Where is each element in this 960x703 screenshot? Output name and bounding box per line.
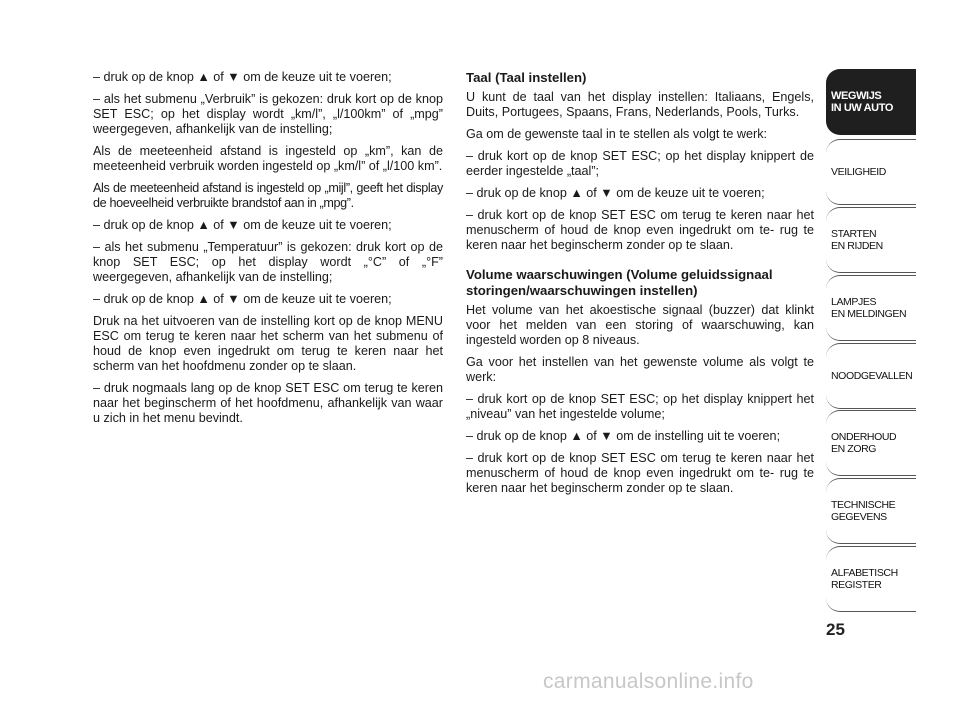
tab-technische-gegevens[interactable] [826,478,916,544]
paragraph: – druk kort op de knop SET ESC; op het display knippert het „niveau” van het ingestelde volume; [466,392,814,421]
paragraph: – druk op de knop ▲ of ▼ om de keuze uit te voeren; [93,218,392,232]
paragraph: – druk nogmaals lang op de knop SET ESC om terug te keren naar het beginscherm of het hoofdmenu, afhankelijk van waar u zich in het menu bevindt. [93,381,443,425]
paragraph: Druk na het uitvoeren van de instelling kort op de knop MENU ESC om terug te keren naar het scherm van het submenu of houd de knop even ingedrukt om terug te keren naar het scherm van het hoofdmenu zonder op te slaan. [93,314,443,373]
tab-label: VEILIGHEID [831,166,886,178]
paragraph: – druk kort op de knop SET ESC om terug te keren naar het menuscherm of houd de knop even ingedrukt om te- rug te keren naar het beginscherm zonder op te slaan. [466,208,814,252]
paragraph: Ga om de gewenste taal in te stellen als volgt te werk: [466,127,768,141]
tab-label: TECHNISCHE [831,499,896,511]
paragraph: – als het submenu „Temperatuur” is gekozen: druk kort op de knop SET ESC; op het display wordt „°C” of „°F” weergegeven, afhankelijk van de instelling; [93,240,443,284]
page-number: 25 [826,620,845,639]
tab-noodgevallen[interactable] [826,343,916,409]
tab-label: ALFABETISCH [831,567,898,579]
paragraph: – druk op de knop ▲ of ▼ om de keuze uit te voeren; [466,186,765,200]
paragraph: – druk op de knop ▲ of ▼ om de instelling uit te voeren; [466,429,781,443]
paragraph: Het volume van het akoestische signaal (buzzer) dat klinkt voor het melden van een storing of waarschuwing, kan ingesteld worden op 8 niveaus. [466,303,814,347]
tab-label: NOODGEVALLEN [831,370,913,382]
paragraph: U kunt de taal van het display instellen: Italiaans, Engels, Duits, Portugees, Spaans, Frans, Nederlands, Pools, Turks. [466,90,814,119]
tab-onderhoud-en-zorg[interactable] [826,410,916,476]
tab-label: IN UW AUTO [831,102,893,114]
tab-label: WEGWIJS [831,90,882,102]
tab-alfabetisch-register[interactable] [826,546,916,612]
paragraph: – druk kort op de knop SET ESC; op het display knippert de eerder ingestelde „taal”; [466,149,814,178]
paragraph: Als de meeteenheid afstand is ingesteld op „mijl”, geeft het display de hoeveelheid verbruikte brandstof aan in „mpg”. [93,181,443,210]
left-text-column [93,70,443,433]
right-text-column [466,70,814,503]
tab-label: EN MELDINGEN [831,308,907,320]
paragraph: – druk kort op de knop SET ESC om terug te keren naar het menuscherm of houd de knop even ingedrukt om te- rug te keren naar het beginscherm zonder op te slaan. [466,451,814,495]
tab-label: LAMPJES [831,296,877,308]
tab-label: ONDERHOUD [831,431,897,443]
section-heading-taal: Taal (Taal instellen) [466,70,587,85]
tab-wegwijs-in-uw-auto[interactable] [826,69,916,135]
paragraph: – druk op de knop ▲ of ▼ om de keuze uit te voeren; [93,70,392,84]
tab-label: GEGEVENS [831,511,887,523]
tab-starten-en-rijden[interactable] [826,207,916,273]
watermark: carmanualsonline.info [543,670,754,693]
tab-label: REGISTER [831,579,882,591]
paragraph: Ga voor het instellen van het gewenste volume als volgt te werk: [466,355,814,384]
tab-label: STARTEN [831,228,877,240]
section-heading-volume: Volume waarschuwingen (Volume geluidssignaal storingen/waarschuwingen instellen) [466,267,773,298]
tab-label: EN ZORG [831,443,877,455]
paragraph: – als het submenu „Verbruik” is gekozen: druk kort op de knop SET ESC; op het display wordt „km/l”, „l/100km” of „mpg” weergegeven, afhankelijk van de instelling; [93,92,443,136]
tab-lampjes-en-meldingen[interactable] [826,275,916,341]
paragraph: Als de meeteenheid afstand is ingesteld op „km”, kan de meeteenheid verbruik worden ingesteld op „km/l” of „l/100 km”. [93,144,443,173]
paragraph: – druk op de knop ▲ of ▼ om de keuze uit te voeren; [93,292,392,306]
tab-veiligheid[interactable] [826,139,916,205]
tab-label: EN RIJDEN [831,240,883,252]
